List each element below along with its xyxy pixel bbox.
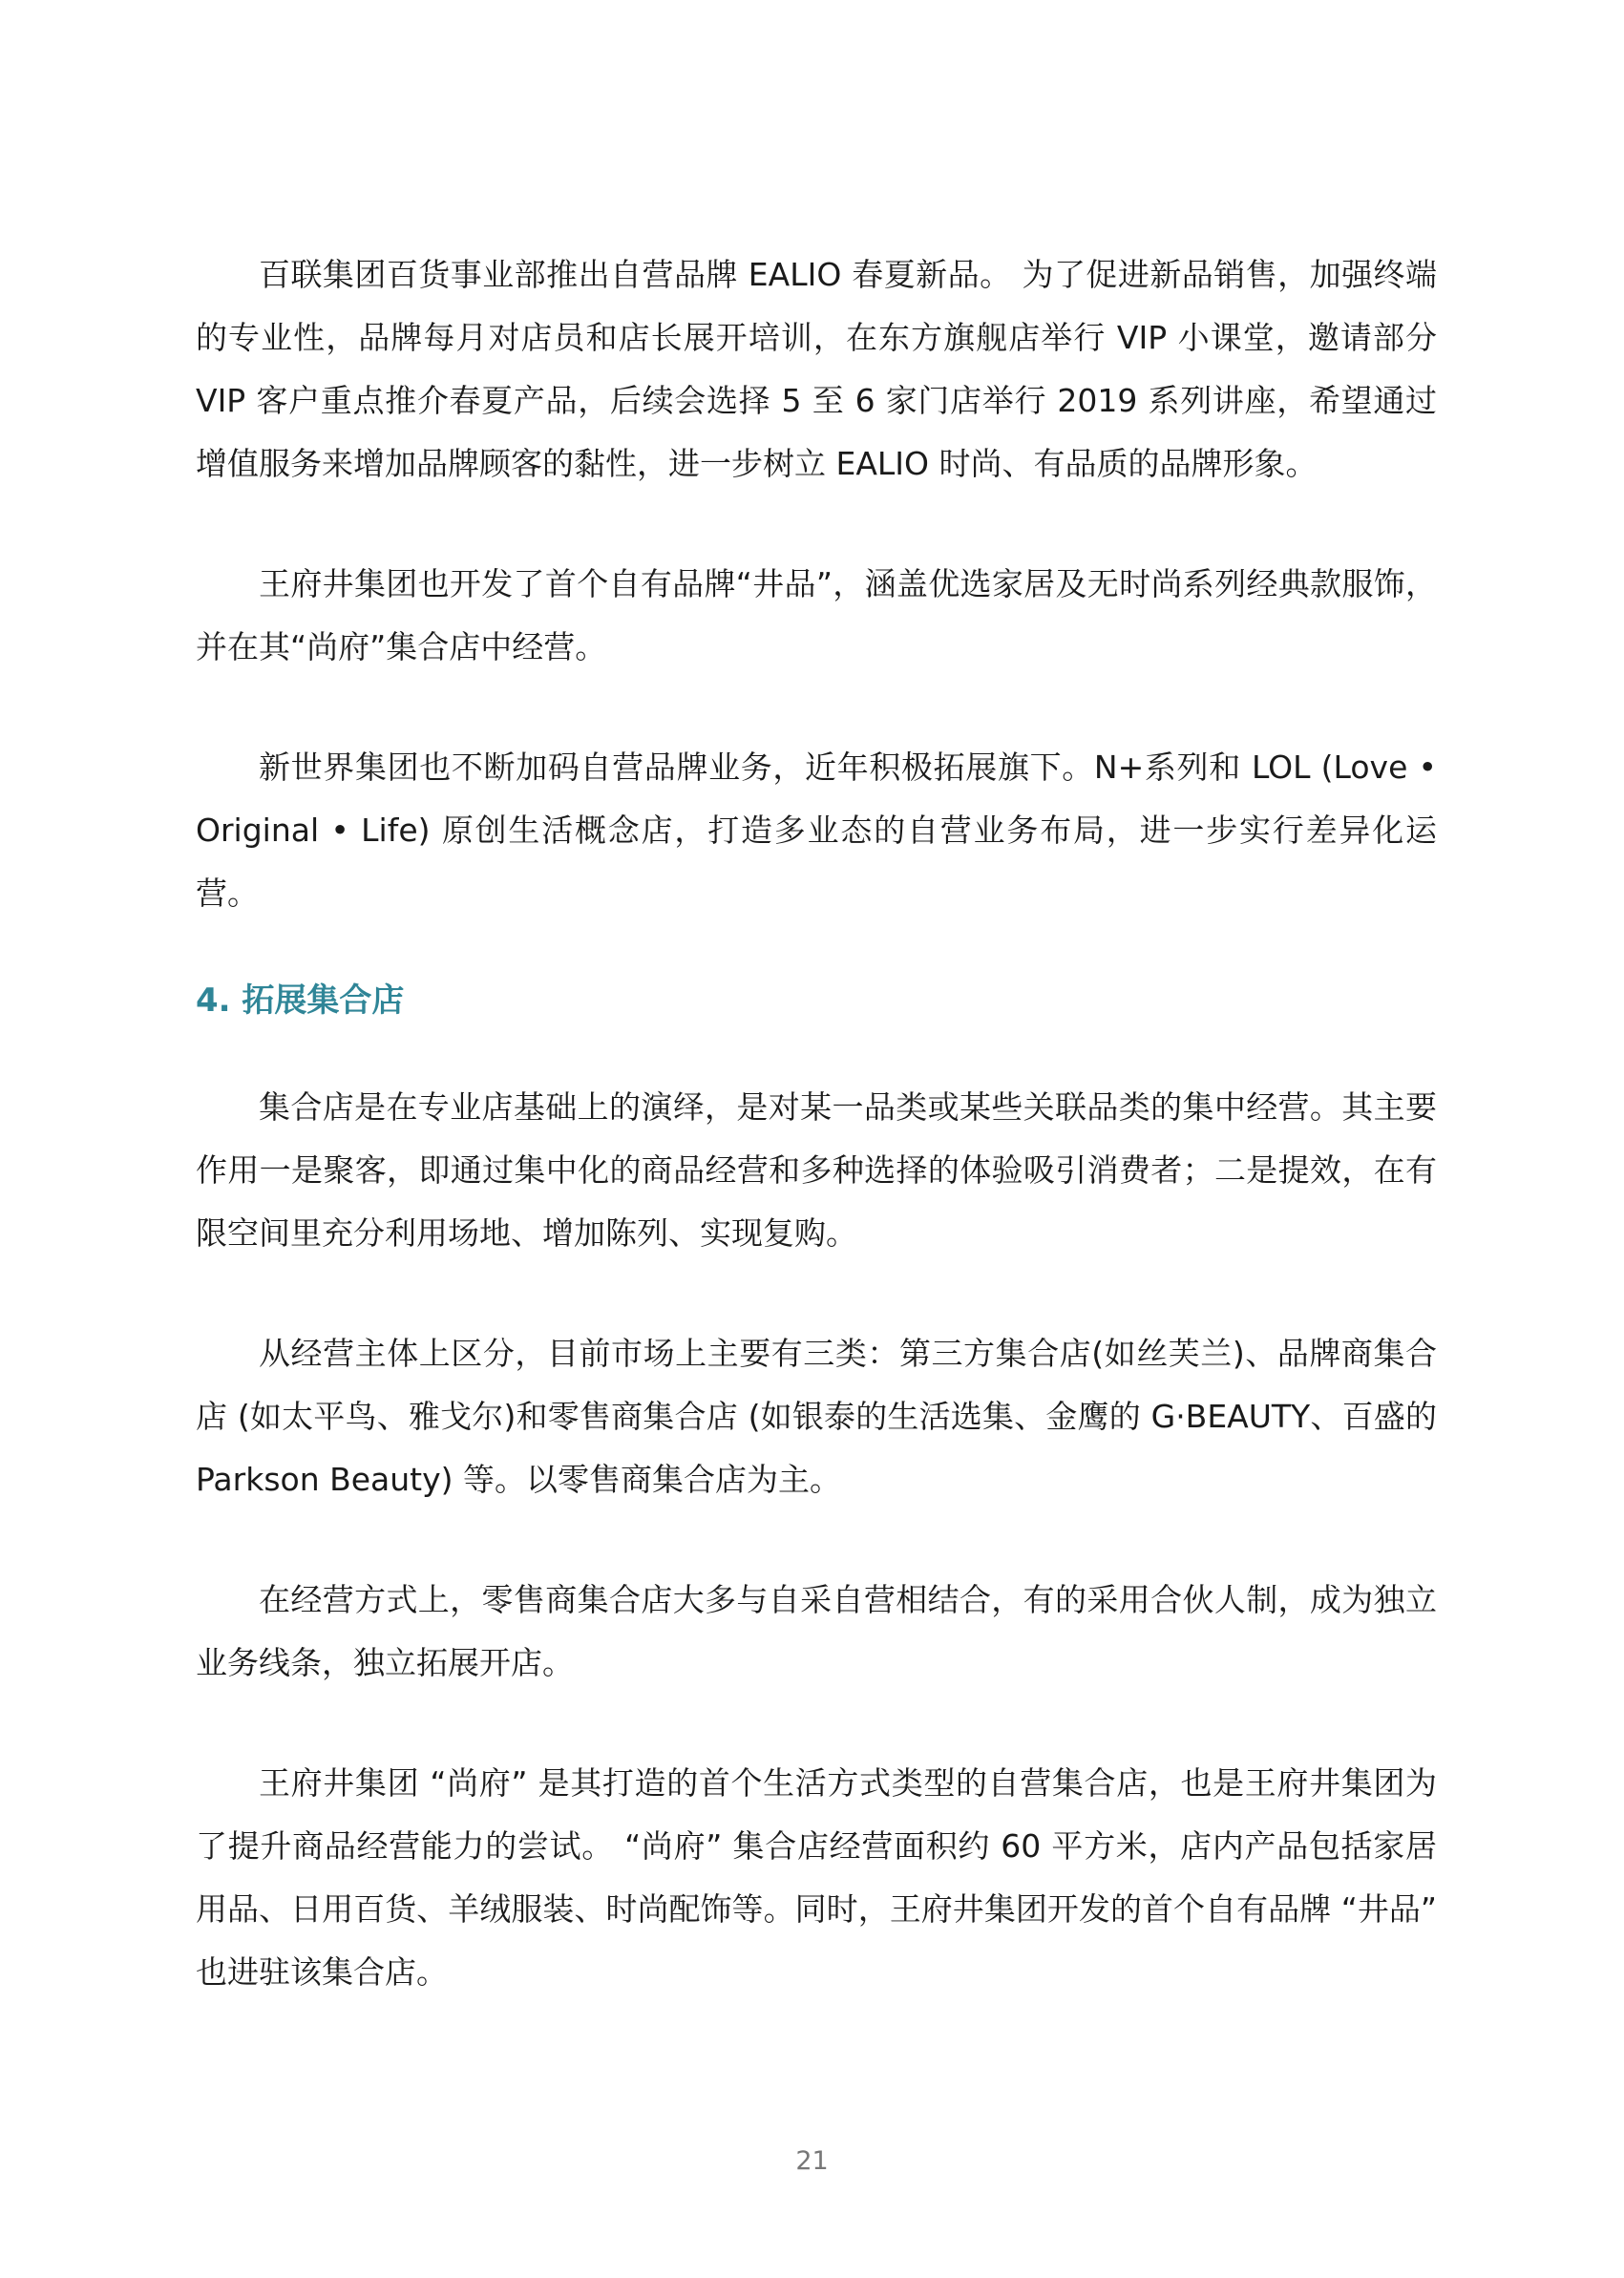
- paragraph-new-world: 新世界集团也不断加码自营品牌业务，近年积极拓展旗下。N+系列和 LOL (Love • Original • Life) 原创生活概念店，打造多业态的自营业务布局，进一步实行差异化运营。: [196, 749, 1437, 912]
- paragraph-jingpin: 王府井集团也开发了首个自有品牌“井品”，涵盖优选家居及无时尚系列经典款服饰，并在其“尚府”集合店中经营。: [196, 565, 1437, 665]
- paragraph-concept-store: 集合店是在专业店基础上的演绎，是对某一品类或某些关联品类的集中经营。其主要作用一是聚客，即通过集中化的商品经营和多种选择的体验吸引消费者；二是提效，在有限空间里充分利用场地、增加陈列、实现复购。: [196, 1088, 1437, 1252]
- paragraph-shangfu: 王府井集团 “尚府” 是其打造的首个生活方式类型的自营集合店，也是王府井集团为了提升商品经营能力的尝试。 “尚府” 集合店经营面积约 60 平方米，店内产品包括家居用品、日用百货、羊绒服装、时尚配饰等。同时，王府井集团开发的首个自有品牌 “井品” 也进驻该集合店。: [196, 1764, 1437, 1991]
- paragraph-operation-mode: 在经营方式上，零售商集合店大多与自采自营相结合，有的采用合伙人制，成为独立业务线条，独立拓展开店。: [196, 1581, 1437, 1681]
- paragraph-store-types: 从经营主体上区分，目前市场上主要有三类：第三方集合店(如丝芙兰)、品牌商集合店 (如太平鸟、雅戈尔)和零售商集合店 (如银泰的生活选集、金鹰的 G·BEAUTY、百盛的 Parkson Beauty) 等。以零售商集合店为主。: [196, 1335, 1437, 1498]
- page-number: 21: [795, 2146, 829, 2176]
- section-heading: 4. 拓展集合店: [196, 981, 405, 1020]
- document-body: [196, 243, 1437, 2004]
- paragraph-ealio: 百联集团百货事业部推出自营品牌 EALIO 春夏新品。 为了促进新品销售，加强终端的专业性，品牌每月对店员和店长展开培训，在东方旗舰店举行 VIP 小课堂，邀请部分 VIP 客户重点推介春夏产品，后续会选择 5 至 6 家门店举行 2019 系列讲座，希望通过增值服务来增加品牌顾客的黏性，进一步树立 EALIO 时尚、有品质的品牌形象。: [196, 256, 1437, 482]
